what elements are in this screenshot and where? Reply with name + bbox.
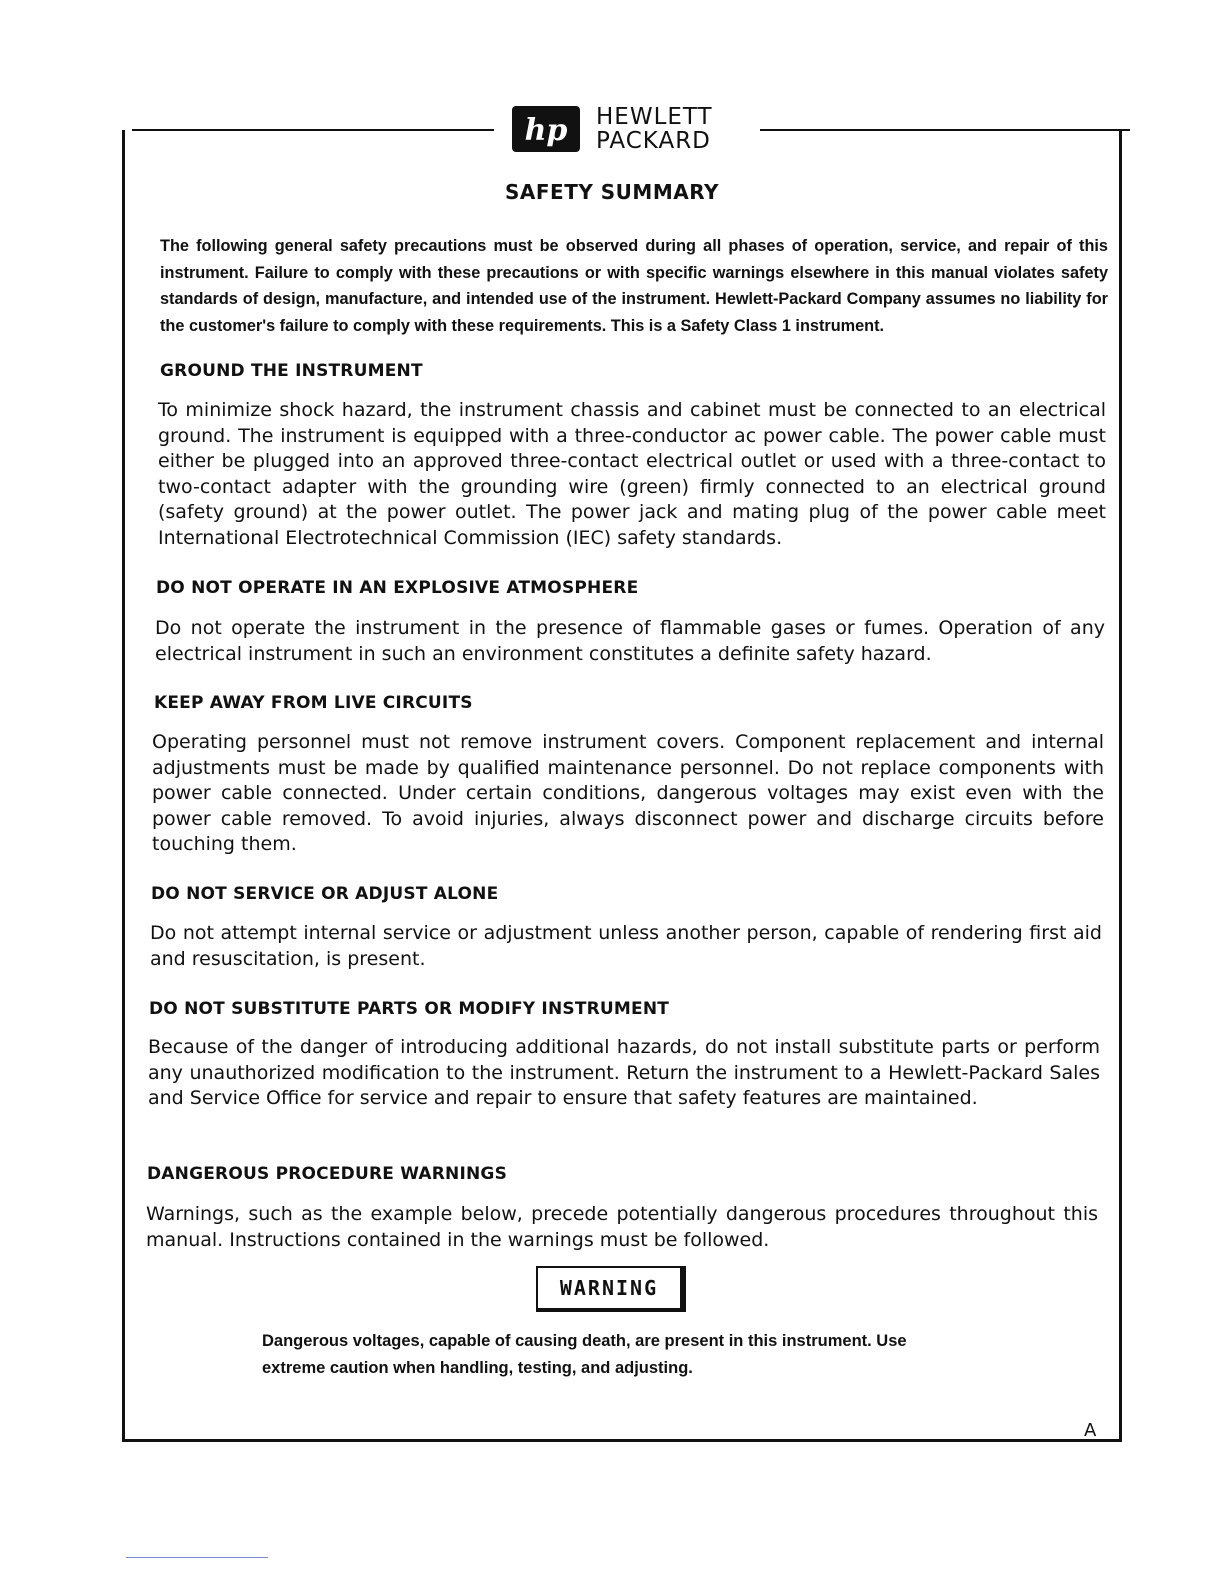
- section-body-substitute-parts: Because of the danger of introducing additional hazards, do not install substitute parts or perform any unauthorized modification to the instrument. Return the instrument to a Hewlett-Packard Sales and Service Office for service and repair to ensure that safety features are maintained.: [148, 1036, 1100, 1109]
- section-body-service-alone: Do not attempt internal service or adjustment unless another person, capable of rendering first aid and resuscitation, is present.: [150, 922, 1102, 970]
- page-title: SAFETY SUMMARY: [504, 180, 719, 204]
- hp-logo-mark: [510, 104, 582, 154]
- page-letter: A: [1084, 1420, 1097, 1441]
- section-heading-substitute-parts: DO NOT SUBSTITUTE PARTS OR MODIFY INSTRUMENT: [149, 999, 670, 1019]
- hp-logo: [510, 104, 713, 154]
- hp-logo-wordmark: [596, 105, 713, 153]
- svg-text:hp: hp: [524, 113, 568, 148]
- warning-text: Dangerous voltages, capable of causing death, are present in this instrument. Use extreme caution when handling, testing, and adjusting.: [262, 1332, 907, 1377]
- warning-label-box: WARNING: [536, 1266, 686, 1312]
- section-heading-explosive: DO NOT OPERATE IN AN EXPLOSIVE ATMOSPHERE: [156, 578, 639, 598]
- logo-line-2: PACKARD: [596, 128, 711, 154]
- section-heading-live-circuits: KEEP AWAY FROM LIVE CIRCUITS: [154, 693, 473, 713]
- section-heading-ground: GROUND THE INSTRUMENT: [160, 361, 423, 381]
- section-heading-warnings: DANGEROUS PROCEDURE WARNINGS: [147, 1164, 508, 1184]
- intro-paragraph: The following general safety precautions must be observed during all phases of operation, service, and repair of this instrument. Failure to comply with these precautions or with specific warnings elsewhere in this manual violates safety standards of design, manufacture, and intended use of the instrument. Hewlett-Packard Company assumes no liability for the customer's failure to comply with these requirements. This is a Safety Class 1 instrument.: [160, 237, 1108, 335]
- section-body-live-circuits: Operating personnel must not remove instrument covers. Component replacement and internal adjustments must be made by qualified maintenance personnel. Do not replace components with power cable connected. Under certain conditions, dangerous voltages may exist even with the power cable removed. To avoid injuries, always disconnect power and discharge circuits before touching them.: [152, 731, 1104, 855]
- footer-rule: [126, 1557, 268, 1558]
- section-body-warnings: Warnings, such as the example below, precede potentially dangerous procedures throughout this manual. Instructions contained in the warnings must be followed.: [146, 1203, 1098, 1251]
- logo-line-1: HEWLETT: [596, 104, 713, 130]
- frame-top-rule-right: [760, 129, 1130, 131]
- section-heading-service-alone: DO NOT SERVICE OR ADJUST ALONE: [151, 884, 499, 904]
- section-body-explosive: Do not operate the instrument in the presence of flammable gases or fumes. Operation of any electrical instrument in such an environment constitutes a definite safety hazard.: [155, 617, 1105, 665]
- frame-top-rule-left: [132, 129, 494, 131]
- section-body-ground: To minimize shock hazard, the instrument chassis and cabinet must be connected to an electrical ground. The instrument is equipped with a three-conductor ac power cable. The power cable must either be plugged into an approved three-contact electrical outlet or used with a three-contact to two-contact adapter with the grounding wire (green) firmly connected to an electrical ground (safety ground) at the power outlet. The power jack and mating plug of the power cable meet International Electrotechnical Commission (IEC) safety standards.: [158, 399, 1106, 549]
